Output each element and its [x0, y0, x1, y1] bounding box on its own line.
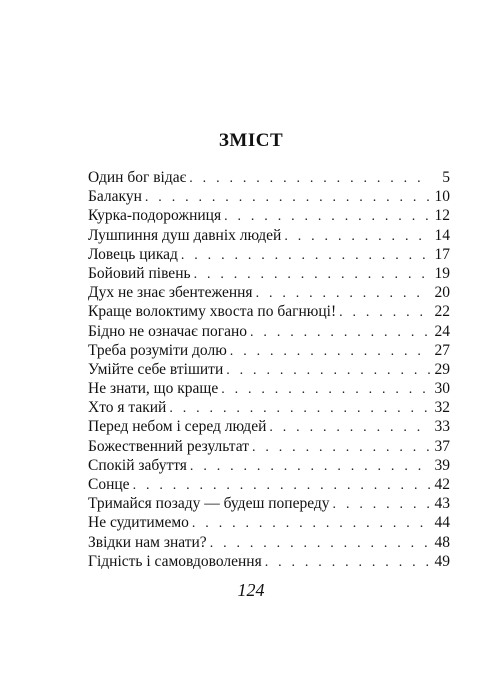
- toc-entry-page: 14: [434, 226, 450, 244]
- toc-entry-title: Перед небом і серед людей: [88, 418, 267, 436]
- toc-entry-title: Курка-подорожниця: [88, 207, 222, 225]
- toc-entry: [88, 533, 450, 552]
- toc-entry-page: 48: [434, 533, 450, 551]
- toc-entry: [88, 494, 450, 513]
- toc-entry-title: Тримайся позаду — будеш попереду: [88, 495, 330, 513]
- dot-leader: [145, 188, 430, 206]
- toc-entry: [88, 245, 450, 264]
- toc-entry-title: Ловець цикад: [88, 245, 178, 263]
- dot-leader: [230, 342, 430, 360]
- toc-entry-page: 43: [434, 495, 450, 513]
- toc-entry-title: Лушпиння душ давніх людей: [88, 226, 282, 244]
- dot-leader: [226, 361, 430, 379]
- toc-entry-title: Звідки нам знати?: [88, 533, 207, 551]
- toc-entry-page: 5: [442, 169, 450, 186]
- toc-entry: [88, 398, 450, 417]
- toc-entry: [88, 206, 450, 225]
- toc-entry-page: 24: [434, 322, 450, 340]
- dot-leader: [256, 284, 430, 302]
- toc-entry-title: Балакун: [88, 188, 142, 206]
- toc-entry: [88, 283, 450, 302]
- toc-entry-title: Один бог відає: [88, 169, 187, 186]
- dot-leader: [194, 265, 430, 283]
- toc-entry: [88, 417, 450, 436]
- page-number: 124: [237, 580, 265, 600]
- dot-leader: [333, 495, 430, 513]
- page-title: ЗМІСТ: [218, 130, 284, 151]
- toc-entry: [88, 302, 450, 321]
- toc-entry: [88, 475, 450, 494]
- toc-entry-title: Божественний результат: [88, 437, 249, 455]
- toc-entry: [88, 264, 450, 283]
- dot-leader: [339, 303, 430, 321]
- toc-entry-title: Гідність і самовдоволення: [88, 552, 262, 570]
- toc-entry-page: 20: [434, 284, 450, 302]
- toc-entry-page: 37: [434, 437, 450, 455]
- toc-entry-title: Бойовий півень: [88, 264, 191, 282]
- toc-entry-title: Сонце: [88, 476, 130, 493]
- toc-entry: [88, 322, 450, 341]
- toc-entry: [88, 437, 450, 456]
- dot-leader: [224, 207, 430, 225]
- toc-entry: [88, 341, 450, 360]
- dot-leader: [252, 438, 430, 456]
- toc-entry-title: Не знати, що краще: [88, 380, 219, 398]
- toc-entry-page: 22: [434, 303, 450, 321]
- toc-entry-title: Спокій забуття: [88, 456, 187, 474]
- dot-leader: [284, 227, 430, 245]
- toc-entry-page: 30: [434, 380, 450, 398]
- dot-leader: [265, 553, 430, 571]
- toc-entry-page: 29: [434, 360, 450, 378]
- toc-entry-page: 12: [434, 207, 450, 225]
- dot-leader: [189, 169, 430, 187]
- dot-leader: [250, 323, 430, 341]
- toc-entry-page: 10: [434, 188, 450, 206]
- toc-entry-page: 32: [434, 399, 450, 417]
- toc-entry: [88, 226, 450, 245]
- toc-entry: [88, 513, 450, 532]
- toc-entry-page: 17: [434, 245, 450, 263]
- toc-entry-title: Умійте себе втішити: [88, 360, 224, 378]
- toc-entry-title: Бідно не означає погано: [88, 322, 248, 340]
- toc-entry: [88, 187, 450, 206]
- toc-entry: [88, 360, 450, 379]
- dot-leader: [181, 246, 430, 264]
- toc-entry-page: 49: [434, 552, 450, 570]
- toc-entry-page: 44: [434, 514, 450, 532]
- dot-leader: [221, 380, 430, 398]
- toc-entry-page: 33: [434, 418, 450, 436]
- dot-leader: [210, 534, 430, 552]
- toc-entry-page: 42: [434, 476, 450, 493]
- toc-entry: [88, 379, 450, 398]
- toc-entry-title: Треба розуміти долю: [88, 341, 227, 359]
- dot-leader: [190, 457, 430, 475]
- toc-entry-title: Краще волоктиму хвоста по багнюці!: [88, 303, 337, 321]
- toc-entry: [88, 552, 450, 571]
- dot-leader: [269, 418, 430, 436]
- toc-entry-page: 19: [434, 264, 450, 282]
- dot-leader: [133, 476, 430, 494]
- dot-leader: [169, 399, 430, 417]
- dot-leader: [192, 514, 430, 532]
- toc-entry-title: Не судитимемо: [88, 514, 189, 532]
- toc-entry: [88, 168, 450, 187]
- toc-entry: [88, 456, 450, 475]
- toc-entry-title: Хто я такий: [88, 399, 167, 417]
- toc-entry-page: 39: [434, 456, 450, 474]
- toc-entry-page: 27: [434, 341, 450, 359]
- table-of-contents: [88, 168, 450, 571]
- toc-entry-title: Дух не знає збентеження: [88, 284, 253, 302]
